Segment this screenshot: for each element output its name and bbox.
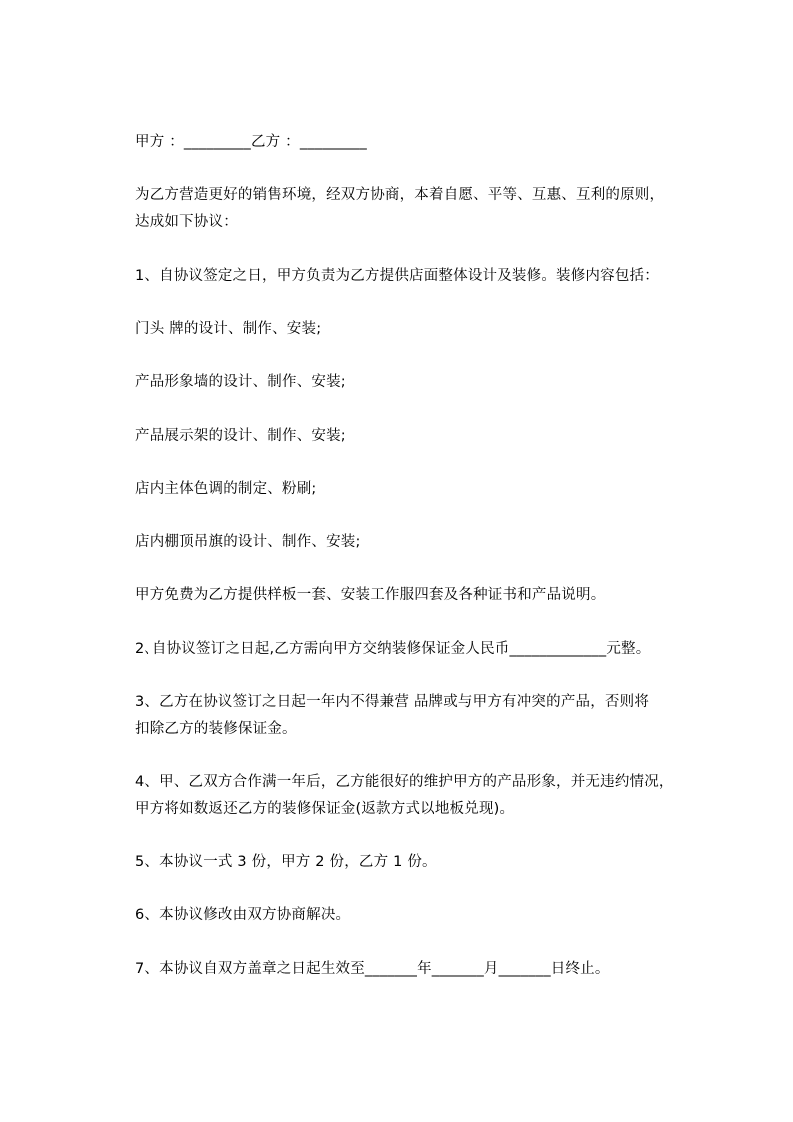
clause-4-line-1: 4、甲、乙双方合作满一年后，乙方能很好的维护甲方的产品形象，并无违约情况， bbox=[135, 774, 674, 790]
item-ceiling-flag: 店内棚顶吊旗的设计、制作、安装; bbox=[135, 534, 361, 550]
clause-3-line-2: 扣除乙方的装修保证金。 bbox=[135, 721, 297, 737]
intro-line-2: 达成如下协议： bbox=[135, 214, 238, 230]
intro-line-1: 为乙方营造更好的销售环境，经双方协商，本着自愿、平等、互惠、互利的原则， bbox=[135, 187, 665, 203]
parties-line: 甲方 ：_________乙方 ：_________ bbox=[135, 134, 367, 150]
clause-4-line-2: 甲方将如数返还乙方的装修保证金(返款方式以地板兑现)。 bbox=[135, 801, 515, 817]
clause-6: 6、本协议修改由双方协商解决。 bbox=[135, 907, 351, 923]
item-display-rack: 产品展示架的设计、制作、安装; bbox=[135, 428, 346, 444]
clause-1: 1、自协议签定之日，甲方负责为乙方提供店面整体设计及装修。装修内容包括： bbox=[135, 268, 659, 284]
item-free-supply: 甲方免费为乙方提供样板一套、安装工作服四套及各种证书和产品说明。 bbox=[135, 587, 606, 603]
clause-3-line-1: 3、乙方在协议签订之日起一年内不得兼营 品牌或与甲方有冲突的产品，否则将 bbox=[135, 694, 650, 710]
item-door-sign: 门头 牌的设计、制作、安装; bbox=[135, 321, 322, 337]
clause-2: 2､自协议签订之日起,乙方需向甲方交纳装修保证金人民币_____________元整。 bbox=[135, 641, 651, 657]
item-main-color: 店内主体色调的制定、粉刷; bbox=[135, 481, 317, 497]
clause-7: 7、本协议自双方盖章之日起生效至_______年_______月_______日终止。 bbox=[135, 961, 610, 977]
item-image-wall: 产品形象墙的设计、制作、安装; bbox=[135, 374, 346, 390]
clause-5: 5、本协议一式 3 份，甲方 2 份，乙方 1 份。 bbox=[135, 854, 437, 870]
